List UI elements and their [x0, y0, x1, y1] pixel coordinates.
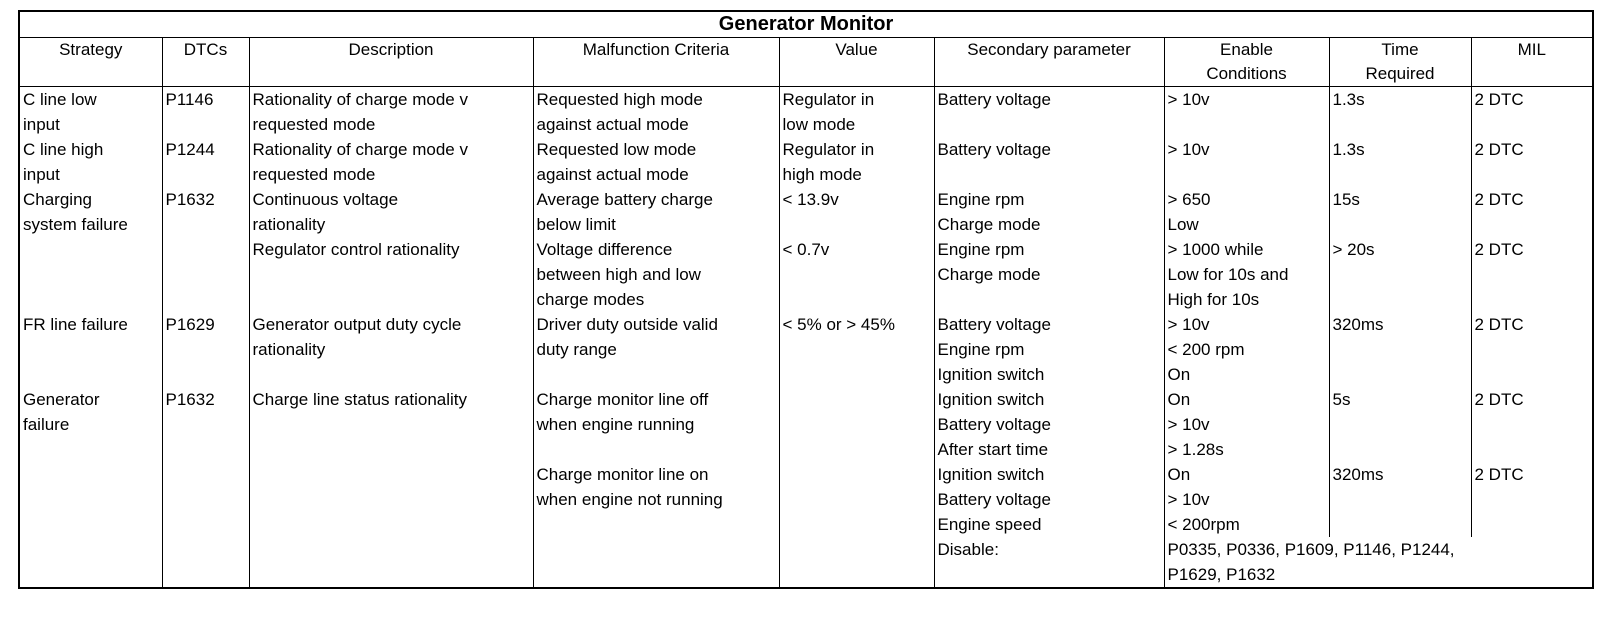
value-line: Regulator in: [782, 90, 875, 109]
description-cell: [249, 187, 533, 237]
value-cell: [779, 187, 934, 237]
enable-line: High for 10s: [1167, 290, 1260, 309]
secondary-line: Battery voltage: [937, 490, 1051, 509]
disable-codes-line: P1629, P1632: [1167, 565, 1276, 584]
time-cell: 320ms: [1329, 312, 1471, 387]
description-line: Rationality of charge mode v: [252, 90, 468, 109]
criteria-cell: [533, 237, 779, 312]
enable-line: > 10v: [1167, 415, 1210, 434]
secondary-cell: [934, 87, 1164, 138]
value-line: < 0.7v: [782, 240, 830, 259]
generator-monitor-table: [18, 10, 1594, 589]
description-line: Generator output duty cycle: [252, 315, 462, 334]
criteria-cell: [533, 462, 779, 537]
criteria-line: against actual mode: [536, 115, 689, 134]
table-row: [19, 87, 1593, 138]
description-cell: [249, 137, 533, 187]
header-strategy: Strategy: [19, 38, 162, 87]
description-line: rationality: [252, 340, 326, 359]
empty-cell: [533, 537, 779, 588]
value-line: high mode: [782, 165, 862, 184]
strategy-cell: [19, 87, 162, 138]
criteria-cell: [533, 87, 779, 138]
strategy-cell: [19, 462, 162, 537]
enable-line: Low for 10s and: [1167, 265, 1289, 284]
enable-cell: [1164, 387, 1329, 462]
description-cell: [249, 387, 533, 462]
table-row: [19, 137, 1593, 187]
secondary-line: Battery voltage: [937, 140, 1051, 159]
strategy-cell: [19, 312, 162, 387]
generator-monitor-sheet: [18, 10, 1592, 612]
description-line: rationality: [252, 215, 326, 234]
empty-cell: [162, 537, 249, 588]
secondary-line: Charge mode: [937, 215, 1041, 234]
strategy-line: input: [23, 115, 60, 134]
header-enable-line1: Enable: [1220, 40, 1273, 59]
enable-cell: [1164, 237, 1329, 312]
secondary-line: Engine rpm: [937, 190, 1025, 209]
secondary-line: Engine speed: [937, 515, 1042, 534]
strategy-line: system failure: [23, 215, 128, 234]
mil-cell: 2 DTC: [1471, 87, 1593, 138]
criteria-line: Voltage difference: [536, 240, 673, 259]
criteria-line: Average battery charge: [536, 190, 713, 209]
table-row: [19, 312, 1593, 387]
time-cell: 15s: [1329, 187, 1471, 237]
description-cell: [249, 462, 533, 537]
dtc-cell: P1244: [162, 137, 249, 187]
criteria-cell: [533, 137, 779, 187]
enable-line: > 10v: [1167, 490, 1210, 509]
mil-cell: 2 DTC: [1471, 387, 1593, 462]
strategy-line: input: [23, 165, 60, 184]
enable-line: On: [1167, 465, 1191, 484]
secondary-cell: [934, 237, 1164, 312]
enable-line: < 200 rpm: [1167, 340, 1245, 359]
table-row: [19, 237, 1593, 312]
time-cell: > 20s: [1329, 237, 1471, 312]
value-cell: [779, 312, 934, 387]
enable-cell: [1164, 87, 1329, 138]
time-cell: 320ms: [1329, 462, 1471, 537]
mil-cell: 2 DTC: [1471, 312, 1593, 387]
mil-cell: 2 DTC: [1471, 187, 1593, 237]
criteria-line: charge modes: [536, 290, 645, 309]
enable-line: > 1000 while: [1167, 240, 1264, 259]
secondary-cell: [934, 312, 1164, 387]
criteria-line: [537, 437, 776, 462]
criteria-line: Requested low mode: [536, 140, 697, 159]
secondary-line: After start time: [937, 440, 1049, 459]
strategy-cell: [19, 137, 162, 187]
dtc-cell: P1632: [162, 187, 249, 237]
strategy-line: failure: [23, 415, 70, 434]
disable-codes-line: P0335, P0336, P1609, P1146, P1244,: [1167, 540, 1455, 559]
value-line: Regulator in: [782, 140, 875, 159]
value-cell: [779, 237, 934, 312]
secondary-line: Engine rpm: [937, 340, 1025, 359]
empty-cell: [19, 537, 162, 588]
secondary-line: Battery voltage: [937, 315, 1051, 334]
header-value: Value: [779, 38, 934, 87]
mil-cell: 2 DTC: [1471, 237, 1593, 312]
criteria-cell: [533, 387, 779, 462]
strategy-line: C line low: [23, 90, 97, 109]
value-line: < 13.9v: [782, 190, 839, 209]
table-row: [19, 387, 1593, 462]
criteria-line: between high and low: [536, 265, 701, 284]
description-line: Charge line status rationality: [252, 390, 468, 409]
time-cell: 5s: [1329, 387, 1471, 462]
secondary-line: Charge mode: [937, 265, 1041, 284]
disable-codes: [1164, 537, 1593, 588]
description-line: Continuous voltage: [252, 190, 399, 209]
enable-cell: [1164, 312, 1329, 387]
header-enable: [1164, 38, 1329, 87]
secondary-line: Battery voltage: [937, 90, 1051, 109]
criteria-cell: [533, 187, 779, 237]
time-cell: 1.3s: [1329, 137, 1471, 187]
criteria-line: when engine not running: [536, 490, 723, 509]
table-title: Generator Monitor: [19, 11, 1593, 38]
empty-cell: [249, 537, 533, 588]
criteria-line: below limit: [536, 215, 616, 234]
criteria-cell: [533, 312, 779, 387]
enable-line: > 1.28s: [1167, 440, 1224, 459]
secondary-line: Ignition switch: [937, 465, 1045, 484]
strategy-line: C line high: [23, 140, 104, 159]
secondary-cell: [934, 462, 1164, 537]
disable-label: Disable:: [934, 537, 1164, 588]
secondary-cell: [934, 387, 1164, 462]
description-cell: [249, 312, 533, 387]
mil-cell: 2 DTC: [1471, 137, 1593, 187]
strategy-cell: [19, 387, 162, 462]
criteria-line: Charge monitor line off: [536, 390, 709, 409]
header-dtcs: DTCs: [162, 38, 249, 87]
description-line: requested mode: [252, 165, 376, 184]
enable-cell: [1164, 137, 1329, 187]
criteria-line: Driver duty outside valid: [536, 315, 718, 334]
enable-line: On: [1167, 365, 1191, 384]
strategy-line: Charging: [23, 190, 92, 209]
table-body: [19, 87, 1593, 589]
criteria-line: Requested high mode: [536, 90, 703, 109]
enable-cell: [1164, 462, 1329, 537]
strategy-cell: [19, 187, 162, 237]
empty-cell: [779, 537, 934, 588]
criteria-line: against actual mode: [536, 165, 689, 184]
enable-line: On: [1167, 390, 1191, 409]
mil-cell: 2 DTC: [1471, 462, 1593, 537]
secondary-line: Ignition switch: [937, 390, 1045, 409]
header-description: Description: [249, 38, 533, 87]
value-cell: [779, 137, 934, 187]
criteria-line: when engine running: [536, 415, 695, 434]
dtc-cell: P1629: [162, 312, 249, 387]
enable-cell: [1164, 187, 1329, 237]
value-cell: [779, 87, 934, 138]
header-time: [1329, 38, 1471, 87]
criteria-line: duty range: [536, 340, 617, 359]
value-line: < 5% or > 45%: [782, 315, 895, 334]
description-line: requested mode: [252, 115, 376, 134]
strategy-line: FR line failure: [23, 315, 128, 334]
header-criteria: Malfunction Criteria: [533, 38, 779, 87]
dtc-cell: P1632: [162, 387, 249, 462]
value-cell: [779, 462, 934, 537]
dtc-cell: P1146: [162, 87, 249, 138]
value-cell: [779, 387, 934, 462]
enable-line: < 200rpm: [1167, 515, 1240, 534]
table-row: [19, 187, 1593, 237]
secondary-cell: [934, 137, 1164, 187]
header-enable-line2: Conditions: [1206, 64, 1287, 83]
enable-line: > 10v: [1167, 90, 1210, 109]
criteria-line: Charge monitor line on: [536, 465, 709, 484]
secondary-cell: [934, 187, 1164, 237]
description-cell: [249, 87, 533, 138]
header-time-line2: Required: [1365, 64, 1435, 83]
description-line: Rationality of charge mode v: [252, 140, 468, 159]
header-secondary: Secondary parameter: [934, 38, 1164, 87]
description-cell: [249, 237, 533, 312]
table-row: [19, 462, 1593, 537]
header-mil: MIL: [1471, 38, 1593, 87]
secondary-line: Ignition switch: [937, 365, 1045, 384]
header-row: [19, 38, 1593, 87]
strategy-line: Generator: [23, 390, 100, 409]
dtc-cell: [162, 462, 249, 537]
enable-line: Low: [1167, 215, 1199, 234]
enable-line: > 10v: [1167, 140, 1210, 159]
secondary-line: Engine rpm: [937, 240, 1025, 259]
dtc-cell: [162, 237, 249, 312]
description-line: Regulator control rationality: [252, 240, 460, 259]
disable-row: [19, 537, 1593, 588]
enable-line: > 650: [1167, 190, 1211, 209]
strategy-cell: [19, 237, 162, 312]
header-time-line1: Time: [1381, 40, 1419, 59]
value-line: low mode: [782, 115, 856, 134]
secondary-line: Battery voltage: [937, 415, 1051, 434]
time-cell: 1.3s: [1329, 87, 1471, 138]
enable-line: > 10v: [1167, 315, 1210, 334]
